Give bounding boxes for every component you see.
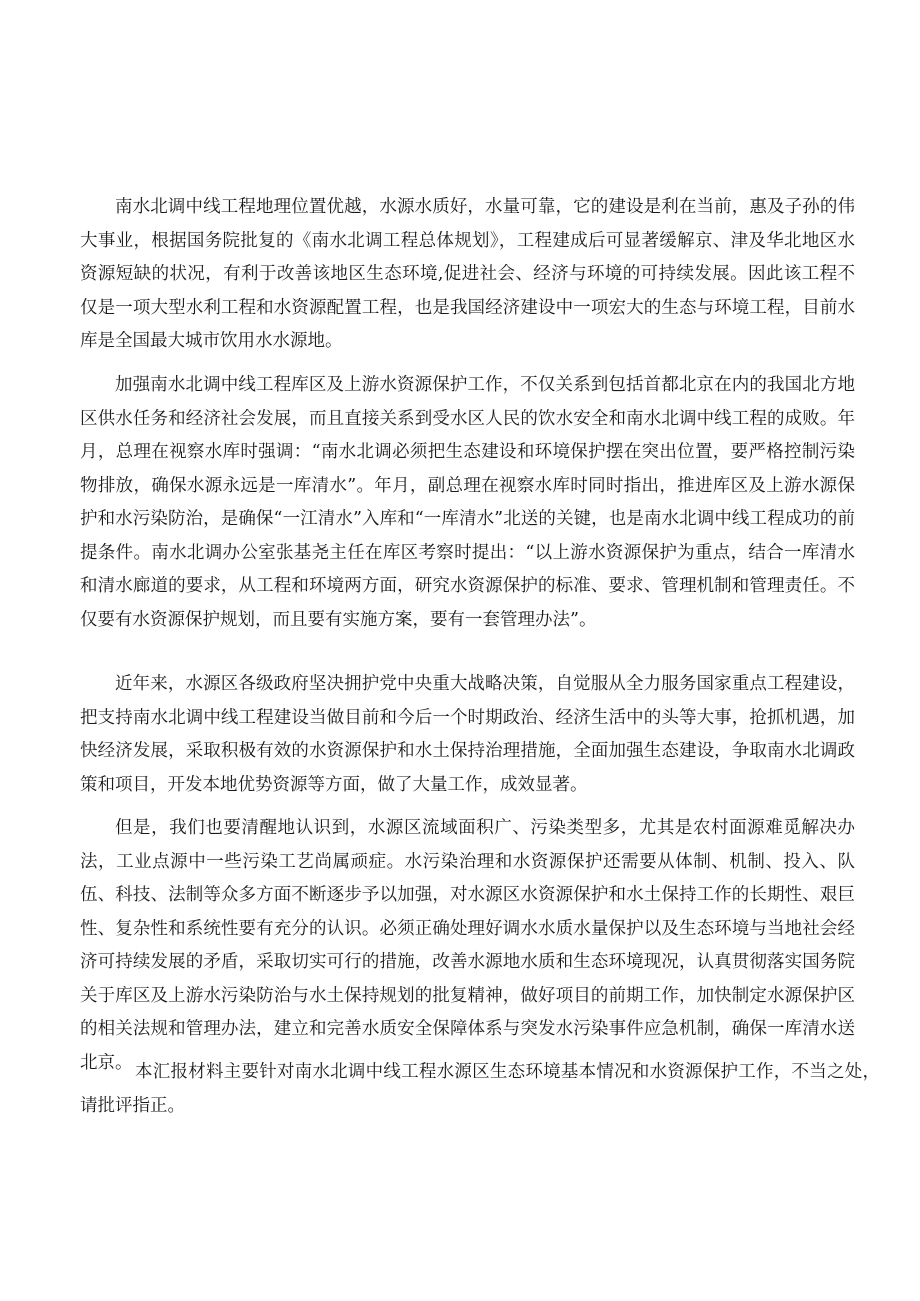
- paragraph-protection-importance: 加强南水北调中线工程库区及上游水资源保护工作，不仅关系到包括首都北京在内的我国北方地区供水任务和经济社会发展，而且直接关系到受水区人民的饮水安全和南水北调中线工程的成败。年月，总理在视察水库时强调：“南水北调必须把生态建设和环境保护摆在突出位置，要严格控制污染物排放，确保水源永远是一库清水”。年月，副总理在视察水库时同时指出，推进库区及上游水源保护和水污染防治，是确保“一江清水”入库和“一库清水”北送的关键，也是南水北调中线工程成功的前提条件。南水北调办公室张基尧主任在库区考察时提出：“以上游水资源保护为重点，结合一库清水和清水廊道的要求，从工程和环境两方面，研究水资源保护的标准、要求、管理机制和管理责任。不仅要有水资源保护规划，而且要有实施方案，要有一套管理办法”。: [80, 375, 855, 630]
- paragraph-closing-remark: 本汇报材料主要针对南水北调中线工程水源区生态环境基本情况和水资源保护工作，不当之处，请批评指正。: [80, 1062, 880, 1116]
- paragraph-project-overview: 南水北调中线工程地理位置优越，水源水质好，水量可靠，它的建设是利在当前，惠及子孙的伟大事业，根据国务院批复的《南水北调工程总体规划》，工程建成后可显著缓解京、津及华北地区水资源短缺的状况，有利于改善该地区生态环境,促进社会、经济与环境的可持续发展。因此该工程不仅是一项大型水利工程和水资源配置工程，也是我国经济建设中一项宏大的生态与环境工程，目前水库是全国最大城市饮用水水源地。: [80, 197, 855, 351]
- paragraph-recent-achievements: 近年来，水源区各级政府坚决拥护党中央重大战略决策，自觉服从全力服务国家重点工程建设，把支持南水北调中线工程建设当做目前和今后一个时期政治、经济生活中的头等大事，抢抓机遇，加快经济发展，采取积极有效的水资源保护和水土保持治理措施，全面加强生态建设，争取南水北调政策和项目，开发本地优势资源等方面，做了大量工作，成效显著。: [80, 674, 855, 795]
- paragraph-challenges: 但是，我们也要清醒地认识到，水源区流域面积广、污染类型多，尤其是农村面源难觅解决办法，工业点源中一些污染工艺尚属顽症。水污染治理和水资源保护还需要从体制、机制、投入、队伍、科技、法制等众多方面不断逐步予以加强，对水源区水资源保护和水土保持工作的长期性、艰巨性、复杂性和系统性要有充分的认识。必须正确处理好调水水质水量保护以及生态环境与当地社会经济可持续发展的矛盾，采取切实可行的措施，改善水源地水质和生态环境现况，认真贯彻落实国务院关于库区及上游水污染防治与水土保持规划的批复精神，做好项目的前期工作，加快制定水源保护区的相关法规和管理办法，建立和完善水质安全保障体系与突发水污染事件应急机制，确保一库清水送北京。: [80, 818, 855, 1073]
